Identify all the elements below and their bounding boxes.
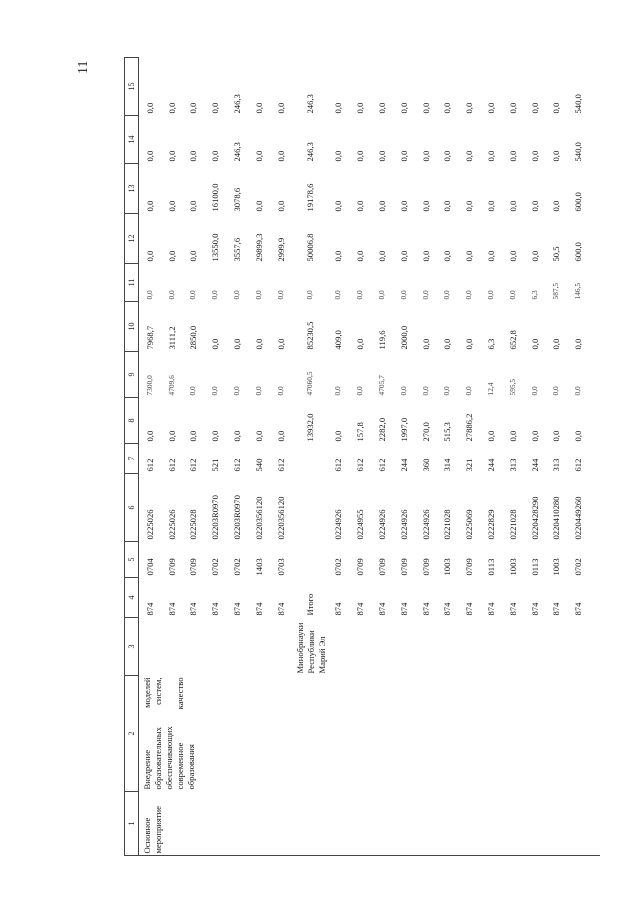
page-number: 11 — [76, 60, 91, 74]
table-cell: 0,0 — [420, 290, 430, 300]
table-cell: 0,0 — [529, 386, 539, 396]
table-cell: 12,4 — [486, 382, 496, 396]
table-cell — [292, 542, 328, 578]
table-cell: 0,0 — [210, 338, 221, 350]
table-cell: 02203R0970 — [232, 495, 243, 540]
table-cell: 0,0 — [442, 200, 453, 212]
table-cell: 521 — [210, 458, 221, 472]
table-cell: 0,0 — [551, 386, 561, 396]
table-cell: 0,0 — [377, 290, 387, 300]
table-cell: 0,0 — [507, 150, 518, 162]
responsible-executor: Минобрнауки Республики Марий Эл — [294, 622, 327, 674]
table-cell: 0,0 — [253, 386, 263, 396]
table-cell: 0,0 — [232, 290, 242, 300]
table-cell: 29899,3 — [253, 233, 264, 262]
table-cell: 0,0 — [442, 338, 453, 350]
table-cell: 515,3 — [442, 422, 453, 442]
table-cell: 874 — [253, 602, 264, 616]
table-cell: 0220356120 — [275, 496, 286, 540]
table-row — [139, 58, 161, 856]
table-cell: 7300,0 — [144, 375, 154, 396]
table-cell: 612 — [355, 458, 366, 472]
table-cell: 4705,7 — [377, 375, 387, 396]
executor-cell-empty — [204, 618, 226, 676]
table-cell: 874 — [355, 602, 366, 616]
table-cell: 0,0 — [529, 338, 540, 350]
table-cell: 0703 — [275, 558, 286, 576]
header-cell: 14 — [125, 116, 139, 164]
table-cell: 0,0 — [355, 102, 366, 114]
table-cell: 587,5 — [551, 282, 561, 300]
table-cell: 874 — [398, 602, 409, 616]
table-cell: 0,0 — [551, 430, 562, 442]
table-cell: 874 — [420, 602, 431, 616]
table-cell: 0,0 — [166, 150, 177, 162]
table-cell: 246,3 — [304, 142, 315, 162]
table-cell: 0,0 — [253, 338, 264, 350]
table-cell: 2282,0 — [377, 417, 388, 442]
table-cell: 314 — [442, 458, 453, 472]
table-cell: 0,0 — [551, 102, 562, 114]
executor-cell-empty — [270, 618, 292, 676]
table-cell: 0,0 — [333, 102, 344, 114]
table-cell: 0,0 — [464, 386, 474, 396]
table-cell: 0,0 — [355, 250, 366, 262]
table-cell: 0,0 — [420, 200, 431, 212]
header-cell: 15 — [125, 58, 139, 116]
executor-cell-empty — [502, 618, 524, 676]
table-cell: 0,0 — [551, 150, 562, 162]
table-cell: 0,0 — [573, 430, 584, 442]
table-cell: 0224955 — [355, 509, 366, 540]
table-cell: 0,0 — [253, 430, 264, 442]
table-cell: 0,0 — [486, 250, 497, 262]
table-cell: 0,0 — [486, 200, 497, 212]
table-cell: 0,0 — [166, 290, 176, 300]
executor-cell-empty — [226, 618, 248, 676]
table-cell: 0,0 — [166, 102, 177, 114]
table-cell: 0,0 — [333, 200, 344, 212]
budget-table — [124, 57, 589, 856]
rotated-table-container — [124, 58, 600, 856]
table-cell: 0,0 — [507, 430, 518, 442]
table-cell: 0,0 — [275, 200, 286, 212]
table-cell: 0,0 — [507, 250, 518, 262]
table-cell: 0709 — [188, 558, 199, 576]
table-cell: 0709 — [420, 558, 431, 576]
table-cell: 0,0 — [210, 150, 221, 162]
table-cell: 0,0 — [275, 150, 286, 162]
table-cell: 0225026 — [166, 509, 177, 540]
table-cell: 0,0 — [210, 102, 221, 114]
table-cell: 0702 — [573, 558, 584, 576]
executor-cell-empty — [393, 618, 415, 676]
table-cell: 612 — [166, 458, 177, 472]
table-cell: 0,0 — [275, 430, 286, 442]
table-cell: 0,0 — [232, 338, 243, 350]
table-cell: 0709 — [464, 558, 475, 576]
table-cell: 0,0 — [333, 290, 343, 300]
table-cell: 0,0 — [529, 102, 540, 114]
table-cell: 246,3 — [232, 142, 243, 162]
table-cell: 874 — [377, 602, 388, 616]
table-cell: 157,8 — [355, 422, 366, 442]
table-cell: 0220410280 — [551, 496, 562, 540]
executor-cell-empty — [371, 618, 393, 676]
table-cell: 6,3 — [529, 290, 539, 300]
table-cell: 874 — [166, 602, 177, 616]
table-cell: 0,0 — [442, 290, 452, 300]
main-activity-label: Основное мероприятие — [142, 806, 163, 854]
table-cell: 612 — [188, 458, 199, 472]
table-cell: 874 — [144, 602, 155, 616]
table-cell: 0224926 — [333, 509, 344, 540]
header-cell: 8 — [125, 398, 139, 444]
table-cell: 0702 — [333, 558, 344, 576]
table-cell: 0,0 — [210, 430, 221, 442]
table-cell: 313 — [507, 458, 518, 472]
table-cell: 0702 — [210, 558, 221, 576]
header-cell: 10 — [125, 302, 139, 352]
table-cell: 874 — [486, 602, 497, 616]
table-cell: 3078,6 — [232, 187, 243, 212]
table-cell: 0,0 — [486, 430, 497, 442]
executor-cell-empty — [328, 618, 350, 676]
table-cell: 0,0 — [442, 386, 452, 396]
table-cell: 2850,0 — [188, 325, 199, 350]
table-cell: 0,0 — [275, 338, 286, 350]
table-cell: 874 — [529, 602, 540, 616]
table-cell: 0,0 — [398, 250, 409, 262]
table-cell: 0221028 — [507, 509, 518, 540]
table-cell: 0,0 — [464, 338, 475, 350]
table-cell: 246,3 — [232, 94, 243, 114]
table-cell: 50,5 — [551, 246, 562, 262]
table-cell: 874 — [188, 602, 199, 616]
table-cell: 0,0 — [507, 290, 517, 300]
executor-cell-empty — [458, 618, 480, 676]
table-cell: 409,0 — [333, 330, 344, 350]
table-cell: 1003 — [507, 558, 518, 576]
table-cell: 0224926 — [398, 509, 409, 540]
table-cell: 0225028 — [188, 509, 199, 540]
table-cell: 1403 — [253, 558, 264, 576]
table-cell: 595,5 — [507, 378, 517, 396]
table-cell: 0,0 — [529, 430, 540, 442]
executor-cell-empty — [567, 618, 589, 676]
table-cell: 0225026 — [144, 509, 155, 540]
table-cell: 7968,7 — [144, 325, 155, 350]
table-cell: 612 — [573, 458, 584, 472]
table-cell: 0,0 — [551, 200, 562, 212]
table-cell: 612 — [275, 458, 286, 472]
table-cell: 874 — [333, 602, 344, 616]
executor-cell-empty — [480, 618, 502, 676]
table-cell: 244 — [486, 458, 497, 472]
table-cell: 0,0 — [210, 386, 220, 396]
table-cell: 0,0 — [420, 386, 430, 396]
table-cell: 0,0 — [464, 200, 475, 212]
header-cell: 7 — [125, 444, 139, 474]
table-cell: 874 — [275, 602, 286, 616]
table-cell: 874 — [573, 602, 584, 616]
table-cell: 0,0 — [464, 250, 475, 262]
table-cell: 0,0 — [573, 386, 583, 396]
table-cell: 0220428290 — [529, 496, 540, 540]
table-cell: 0,0 — [355, 386, 365, 396]
table-cell: 0,0 — [188, 150, 199, 162]
table-cell: 0,0 — [166, 200, 177, 212]
table-cell: 0,0 — [232, 386, 242, 396]
table-cell — [292, 444, 328, 474]
table-cell: 540 — [253, 458, 264, 472]
header-cell: 13 — [125, 164, 139, 214]
table-cell: 0,0 — [573, 338, 584, 350]
table-cell: 0,0 — [188, 102, 199, 114]
table-cell: 19178,6 — [304, 183, 315, 212]
table-cell: 0,0 — [507, 200, 518, 212]
header-cell: 2 — [125, 676, 139, 792]
table-cell: 0,0 — [144, 250, 155, 262]
table-cell: 0,0 — [420, 250, 431, 262]
table-cell: 0,0 — [144, 430, 155, 442]
table-cell: 0,0 — [144, 150, 155, 162]
table-cell: 874 — [507, 602, 518, 616]
table-cell: 0,0 — [333, 150, 344, 162]
table-cell: 874 — [442, 602, 453, 616]
table-cell: 0709 — [166, 558, 177, 576]
table-cell: 0702 — [232, 558, 243, 576]
executor-cell-empty — [437, 618, 459, 676]
table-cell: 47060,5 — [304, 371, 314, 396]
table-cell: 0,0 — [529, 150, 540, 162]
table-cell: 13550,0 — [210, 233, 221, 262]
table-cell: 0,0 — [377, 200, 388, 212]
table-cell: 540,0 — [573, 94, 584, 114]
header-cell: 4 — [125, 578, 139, 618]
table-cell: 0,0 — [333, 250, 344, 262]
table-cell: 0,0 — [464, 102, 475, 114]
header-cell: 11 — [125, 264, 139, 302]
table-cell: 0,0 — [188, 200, 199, 212]
table-cell: 1997,0 — [398, 417, 409, 442]
table-cell: 0,0 — [333, 430, 344, 442]
table-cell: 0709 — [377, 558, 388, 576]
executor-cell-empty — [139, 618, 161, 676]
table-left-rule — [124, 855, 600, 856]
table-cell: 2000,0 — [398, 325, 409, 350]
table-cell: 0,0 — [486, 102, 497, 114]
table-cell: 0113 — [529, 558, 540, 576]
table-cell — [292, 474, 328, 542]
table-cell: 0,0 — [355, 150, 366, 162]
table-cell: 0,0 — [398, 150, 409, 162]
table-cell: 0,0 — [529, 200, 540, 212]
table-cell: 13932,0 — [304, 413, 315, 442]
table-cell: 652,8 — [507, 330, 518, 350]
table-cell: 244 — [398, 458, 409, 472]
table-cell: 02203R0970 — [210, 495, 221, 540]
table-cell: 874 — [464, 602, 475, 616]
table-cell: 0,0 — [144, 200, 155, 212]
table-cell: 0,0 — [253, 200, 264, 212]
table-cell: 0,0 — [398, 290, 408, 300]
table-cell: 0,0 — [355, 200, 366, 212]
table-cell: 0224926 — [420, 509, 431, 540]
header-cell: 6 — [125, 474, 139, 542]
table-cell: 0,0 — [188, 250, 199, 262]
table-cell: 244 — [529, 458, 540, 472]
table-body — [139, 58, 590, 856]
table-cell: Итого — [304, 593, 315, 616]
table-cell: 0,0 — [398, 386, 408, 396]
table-cell: 0709 — [398, 558, 409, 576]
table-cell: 0,0 — [420, 338, 431, 350]
table-cell: 3557,6 — [232, 237, 243, 262]
table-cell: 0,0 — [355, 290, 365, 300]
table-cell: 0,0 — [253, 150, 264, 162]
table-cell: 0,0 — [166, 250, 177, 262]
table-cell: 0,0 — [188, 290, 198, 300]
table-cell: 612 — [333, 458, 344, 472]
executor-cell-empty — [524, 618, 546, 676]
table-cell: 16100,0 — [210, 183, 221, 212]
table-cell: 0,0 — [210, 290, 220, 300]
table-cell: 4709,6 — [166, 375, 176, 396]
table-cell: 0,0 — [486, 150, 497, 162]
activity-description: Внедрение моделей образовательных систем, обеспечивающих современное качество образования — [142, 677, 196, 790]
table-cell: 146,5 — [573, 282, 583, 300]
table-cell: 0,0 — [166, 430, 177, 442]
table-cell: 2999,9 — [275, 237, 286, 262]
table-cell: 0,0 — [420, 150, 431, 162]
executor-cell-empty — [415, 618, 437, 676]
executor-cell-empty — [349, 618, 371, 676]
table-cell: 85230,5 — [304, 321, 315, 350]
table-cell: 0,0 — [442, 150, 453, 162]
table-cell: 540,0 — [573, 142, 584, 162]
table-cell: 0113 — [486, 558, 497, 576]
table-cell: 1003 — [551, 558, 562, 576]
table-cell: 0222829 — [486, 509, 497, 540]
table-cell: 0,0 — [188, 430, 199, 442]
header-row — [125, 58, 139, 856]
table-cell: 0,0 — [420, 102, 431, 114]
table-cell: 270,0 — [420, 422, 431, 442]
table-cell: 0,0 — [507, 102, 518, 114]
table-cell: 0,0 — [144, 290, 154, 300]
table-cell: 0,0 — [275, 386, 285, 396]
table-cell: 0225069 — [464, 509, 475, 540]
table-cell: 0704 — [144, 558, 155, 576]
table-cell: 0,0 — [333, 386, 343, 396]
table-cell: 0,0 — [253, 102, 264, 114]
header-cell: 12 — [125, 214, 139, 264]
table-cell: 1003 — [442, 558, 453, 576]
table-cell: 119,6 — [377, 330, 388, 350]
header-cell: 1 — [125, 792, 139, 856]
table-cell: 0220449260 — [573, 496, 584, 540]
table-cell: 0,0 — [275, 102, 286, 114]
table-cell: 0,0 — [304, 290, 314, 300]
table-cell: 6,3 — [486, 338, 497, 350]
table-cell: 600,0 — [573, 242, 584, 262]
table-cell: 0,0 — [377, 102, 388, 114]
table-cell: 0,0 — [144, 102, 155, 114]
table-cell: 0,0 — [464, 150, 475, 162]
table-cell: 0,0 — [442, 250, 453, 262]
table-cell: 0224926 — [377, 509, 388, 540]
table-cell: 0,0 — [253, 290, 263, 300]
executor-cell-empty — [161, 618, 183, 676]
table-cell: 313 — [551, 458, 562, 472]
table-cell: 0,0 — [551, 338, 562, 350]
table-cell: 874 — [551, 602, 562, 616]
table-cell: 0,0 — [275, 290, 285, 300]
table-cell: 0,0 — [486, 290, 496, 300]
table-cell: 0,0 — [464, 290, 474, 300]
table-cell: 0221028 — [442, 509, 453, 540]
table-cell: 612 — [377, 458, 388, 472]
table-cell: 27886,2 — [464, 413, 475, 442]
table-cell: 874 — [232, 602, 243, 616]
header-cell: 3 — [125, 618, 139, 676]
table-cell: 0,0 — [232, 430, 243, 442]
table-cell: 600,0 — [573, 192, 584, 212]
table-cell: 612 — [232, 458, 243, 472]
executor-cell-empty — [183, 618, 205, 676]
table-cell: 321 — [464, 458, 475, 472]
table-cell: 0,0 — [377, 150, 388, 162]
header-cell: 5 — [125, 542, 139, 578]
executor-cell-empty — [248, 618, 270, 676]
table-cell: 874 — [210, 602, 221, 616]
table-cell: 0,0 — [442, 102, 453, 114]
table-cell: 0,0 — [398, 200, 409, 212]
table-cell: 0709 — [355, 558, 366, 576]
table-cell: 50006,8 — [304, 233, 315, 262]
table-cell: 0,0 — [529, 250, 540, 262]
header-cell: 9 — [125, 352, 139, 398]
table-cell: 3111,2 — [166, 326, 177, 350]
table-cell: 0,0 — [377, 250, 388, 262]
table-cell: 0,0 — [398, 102, 409, 114]
table-cell: 0,0 — [188, 386, 198, 396]
table-cell: 612 — [144, 458, 155, 472]
executor-cell-empty — [546, 618, 568, 676]
table-cell: 0220356120 — [253, 496, 264, 540]
table-cell: 360 — [420, 458, 431, 472]
table-cell: 0,0 — [355, 338, 366, 350]
table-cell: 246,3 — [304, 94, 315, 114]
